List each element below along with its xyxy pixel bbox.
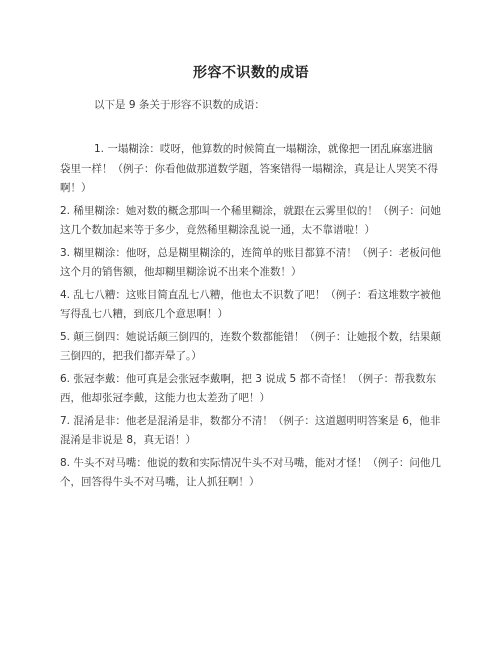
idiom-list	[60, 140, 442, 493]
list-item: 4. 乱七八糟：这账目简直乱七八糟，他也太不识数了吧！（例子：看这堆数字被他写得乱七八糟，到底几个意思啊！）	[60, 288, 441, 320]
list-item: 5. 颠三倒四：她说话颠三倒四的，连数个数都能错！（例子：让她报个数，结果颠三倒四的，把我们都弄晕了。）	[60, 330, 441, 362]
intro-paragraph: 以下是 9 条关于形容不识数的成语：	[94, 99, 265, 111]
list-item: 8. 牛头不对马嘴：他说的数和实际情况牛头不对马嘴，能对才怪！（例子：问他几个，回答得牛头不对马嘴，让人抓狂啊！）	[60, 456, 441, 488]
list-item: 2. 稀里糊涂：她对数的概念那叫一个稀里糊涂，就跟在云雾里似的！（例子：问她这几个数加起来等于多少，竟然稀里糊涂乱说一通，太不靠谱啦！）	[60, 204, 441, 236]
list-item: 1. 一塌糊涂：哎呀，他算数的时候简直一塌糊涂，就像把一团乱麻塞进脑袋里一样！（例子：你看他做那道数学题，答案错得一塌糊涂，真是让人哭笑不得啊！）	[60, 143, 438, 194]
list-item: 7. 混淆是非：他老是混淆是非，数都分不清！（例子：这道题明明答案是 6，他非混淆是非说是 8，真无语！）	[60, 414, 441, 446]
list-item: 6. 张冠李戴：他可真是会张冠李戴啊，把 3 说成 5 都不奇怪！（例子：帮我数东西，他却张冠李戴，这能力也太差劲了吧！）	[60, 372, 437, 404]
page-title: 形容不识数的成语	[193, 65, 309, 81]
list-item: 3. 糊里糊涂：他呀，总是糊里糊涂的，连简单的账目都算不清！（例子：老板问他这个月的销售额，他却糊里糊涂说不出来个准数！）	[60, 246, 441, 278]
